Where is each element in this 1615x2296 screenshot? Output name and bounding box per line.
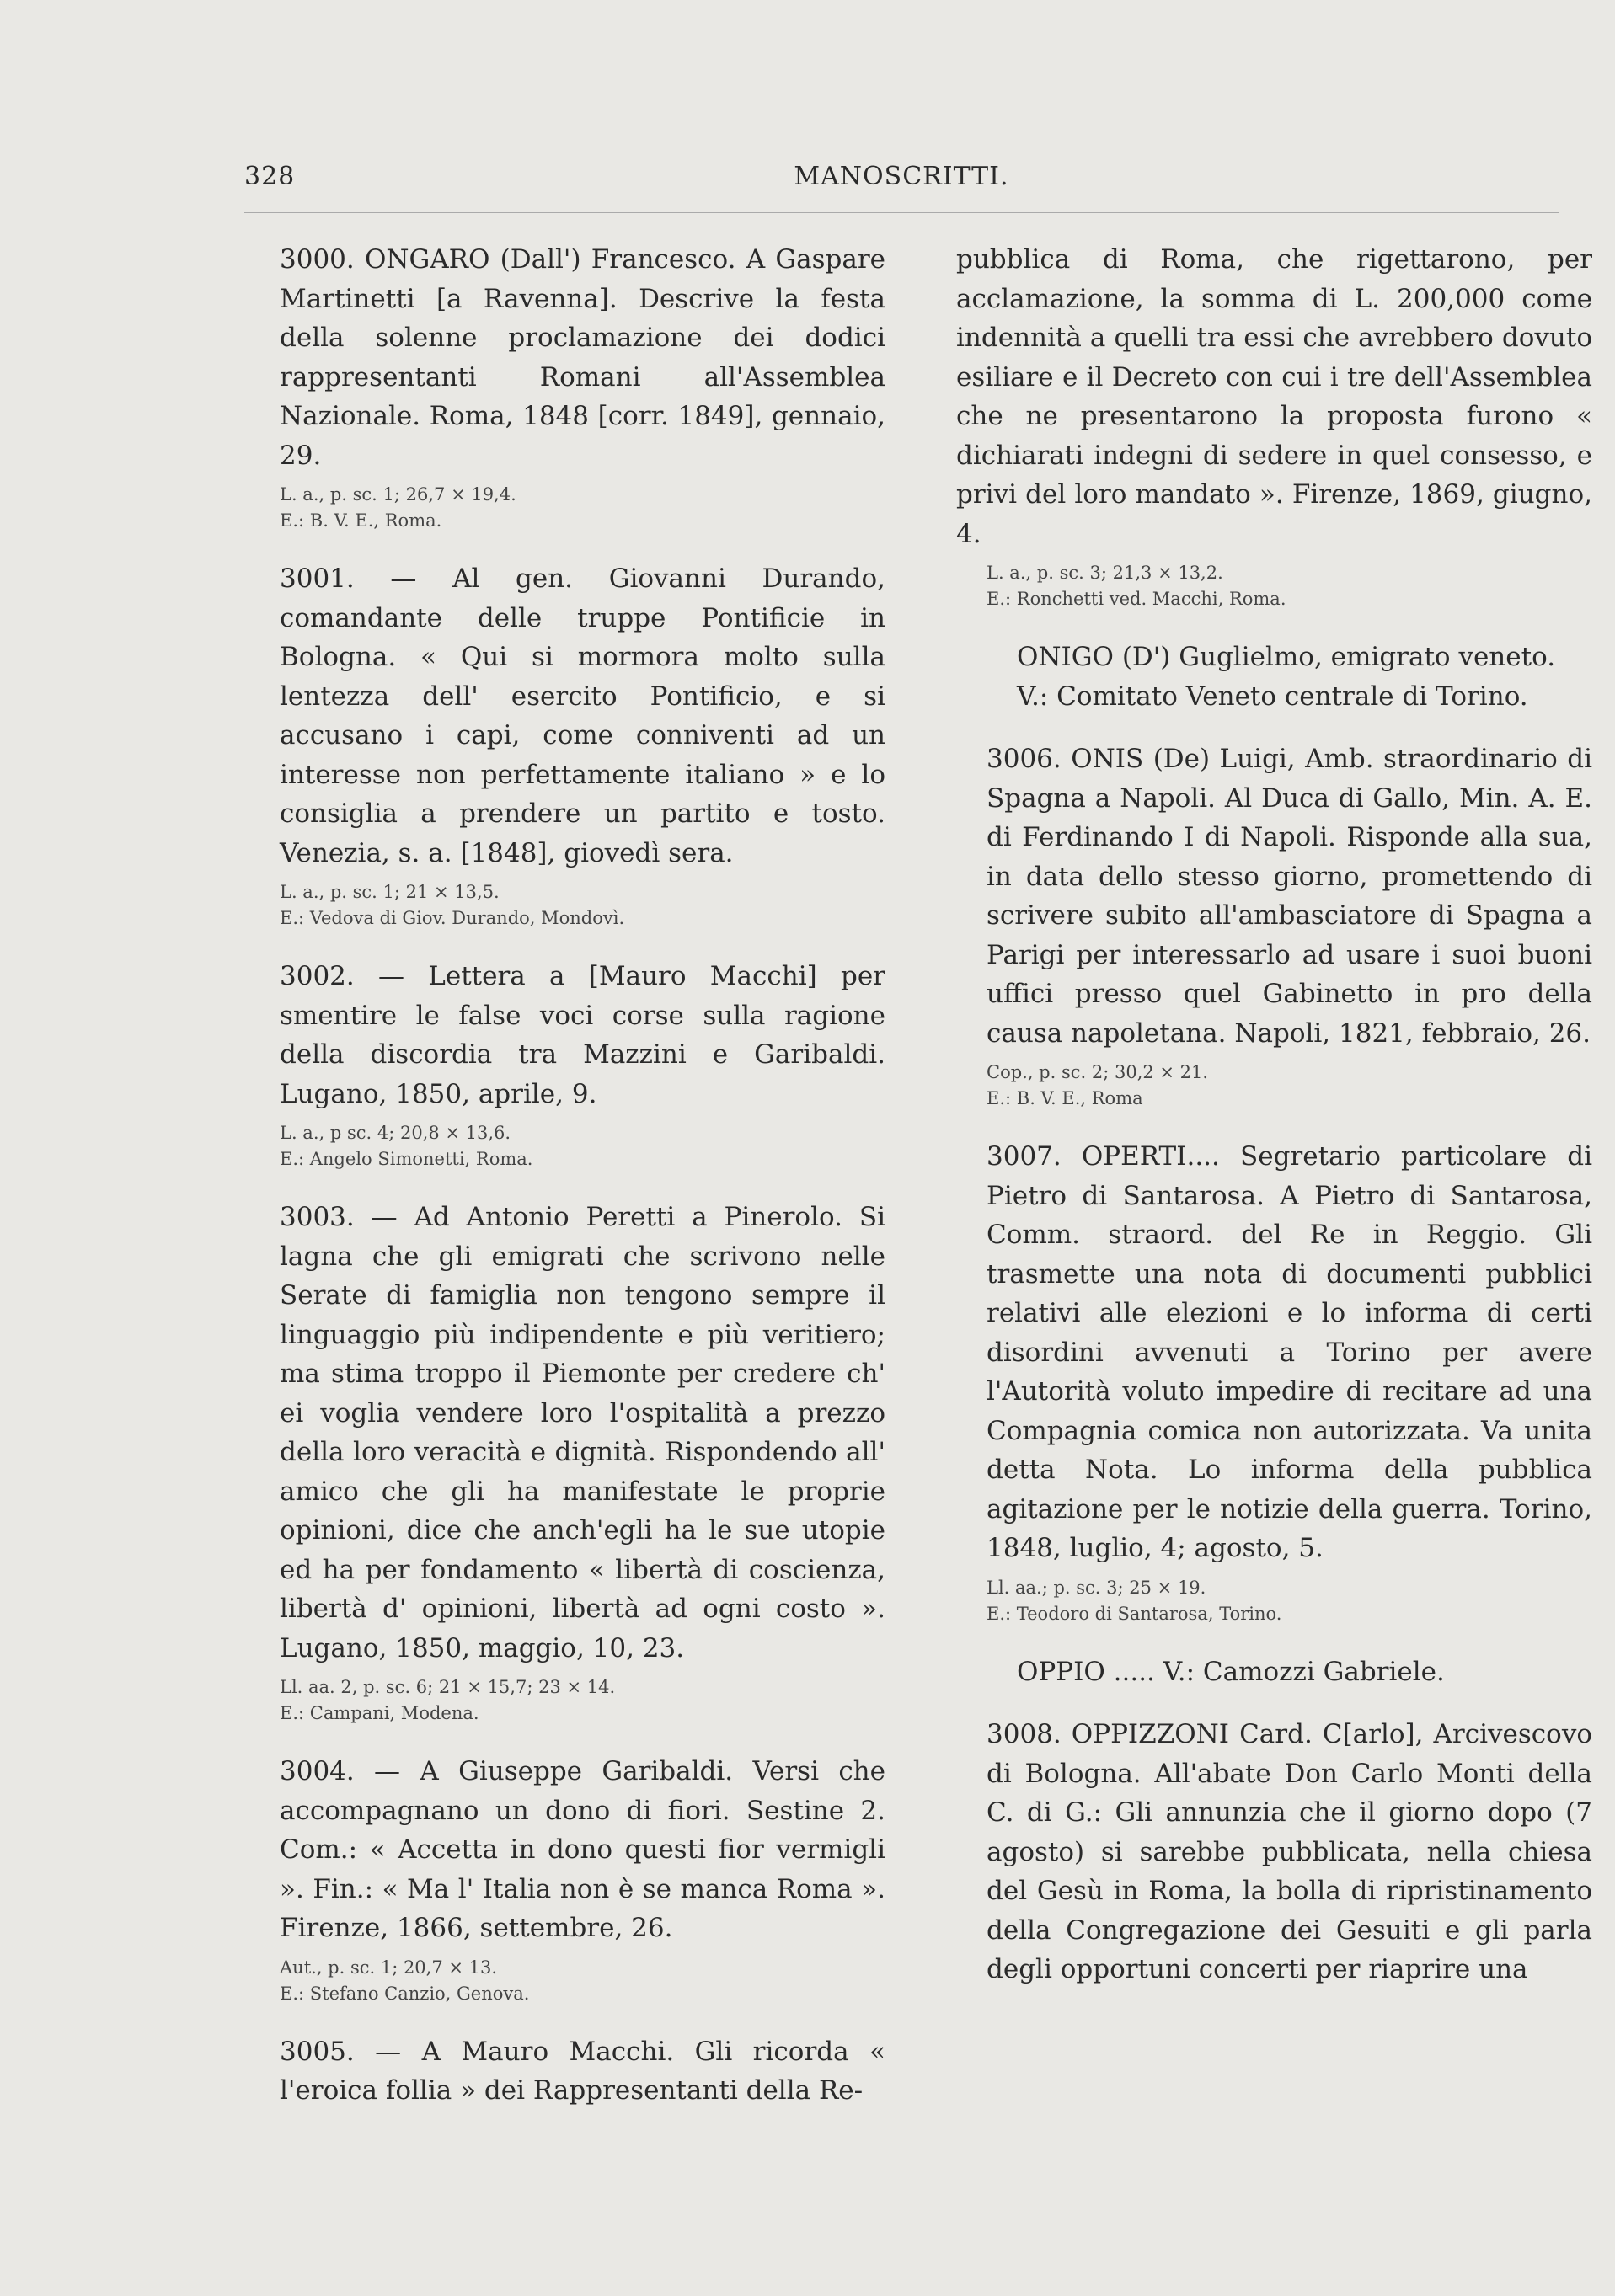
- entry-3005-continued: [956, 240, 1592, 612]
- entry-3006: [956, 740, 1592, 1112]
- cross-reference-onigo: ONIGO (D') Guglielmo, emigrato veneto. V.: Comitato Veneto centrale di Torino.: [1017, 642, 1556, 712]
- entry-text: 3005. — A Mauro Macchi. Gli ricorda « l'eroica follia » dei Rappresentanti della Re-: [280, 2036, 885, 2106]
- entry-3002: [249, 957, 885, 1172]
- entry-text: 3008. OPPIZZONI Card. C[arlo], Arcivescovo di Bologna. All'abate Don Carlo Monti della C. di G.: Gli annunzia che il giorno dopo (7 agosto) si sarebbe pubblicata, nella chiesa del Gesù in Roma, la bolla di ripristinamento della Congregazione dei Gesuiti e gli parla degli opportuni concerti per riaprire una: [987, 1719, 1592, 1984]
- entry-citation: L. a., p sc. 4; 20,8 × 13,6.: [280, 1123, 511, 1143]
- page-header: [244, 162, 1559, 199]
- entry-text: 3002. — Lettera a [Mauro Macchi] per smentire le false voci corse sulla ragione della discordia tra Mazzini e Garibaldi. Lugano, 1850, aprile, 9.: [280, 961, 885, 1109]
- right-column: [956, 240, 1592, 2015]
- entry-3003: [249, 1198, 885, 1727]
- entry-citation: L. a., p. sc. 1; 26,7 × 19,4.: [280, 484, 516, 505]
- entry-text: 3003. — Ad Antonio Peretti a Pinerolo. Si lagna che gli emigrati che scrivono nelle Serate di famiglia non tengono sempre il linguaggio più indipendente e più veritiero; ma stima troppo il Piemonte per credere ch' ei voglia vendere loro l'ospitalità a prezzo della loro veracità e dignità. Rispondendo all' amico che gli ha manifestate le proprie opinioni, dice che anch'egli ha le sue utopie ed ha per fondamento « libertà di coscienza, libertà d' opinioni, libertà ad ogni costo ». Lugano, 1850, maggio, 10, 23.: [280, 1202, 885, 1663]
- entry-location: E.: Campani, Modena.: [280, 1703, 479, 1723]
- page-number: 328: [244, 162, 296, 191]
- entry-location: E.: B. V. E., Roma: [987, 1088, 1143, 1108]
- entry-citation: Ll. aa. 2, p. sc. 6; 21 × 15,7; 23 × 14.: [280, 1677, 616, 1697]
- entry-text: 3006. ONIS (De) Luigi, Amb. straordinario di Spagna a Napoli. Al Duca di Gallo, Min. A. E. di Ferdinando I di Napoli. Risponde alla sua, in data dello stesso giorno, promettendo di scrivere subito all'ambasciatore di Spagna a Parigi per interessarlo ad usare i suoi buoni uffici presso quel Gabinetto in pro della causa napoletana. Napoli, 1821, febbraio, 26.: [987, 744, 1592, 1049]
- entry-text: 3000. ONGARO (Dall') Francesco. A Gaspare Martinetti [a Ravenna]. Descrive la festa della solenne proclamazione dei dodici rappresentanti Romani all'Assemblea Nazionale. Roma, 1848 [corr. 1849], gennaio, 29.: [280, 244, 885, 471]
- entry-location: E.: Teodoro di Santarosa, Torino.: [987, 1603, 1282, 1624]
- entry-text: 3004. — A Giuseppe Garibaldi. Versi che accompagnano un dono di fiori. Sestine 2. Com.: « Accetta in dono questi fior vermigli ». Fin.: « Ma l' Italia non è se manca Roma ». Firenze, 1866, settembre, 26.: [280, 1756, 885, 1943]
- entry-location: E.: Ronchetti ved. Macchi, Roma.: [987, 589, 1286, 609]
- header-rule: [244, 212, 1559, 213]
- entry-citation: Ll. aa.; p. sc. 3; 25 × 19.: [987, 1577, 1206, 1598]
- entry-location: E.: B. V. E., Roma.: [280, 510, 442, 531]
- entry-citation: Cop., p. sc. 2; 30,2 × 21.: [987, 1062, 1209, 1082]
- entry-location: E.: Vedova di Giov. Durando, Mondovì.: [280, 908, 625, 928]
- entry-3001: [249, 559, 885, 932]
- entry-text: 3001. — Al gen. Giovanni Durando, comandante delle truppe Pontificie in Bologna. « Qui si mormora molto sulla lentezza dell' esercito Pontificio, e si accusano i capi, come conniventi ad un interesse non perfettamente italiano » e lo consiglia a prendere un partito e tosto. Venezia, s. a. [1848], giovedì sera.: [280, 563, 885, 868]
- entry-3005: [249, 2032, 885, 2111]
- entry-3008: [956, 1715, 1592, 1989]
- entry-citation: L. a., p. sc. 1; 21 × 13,5.: [280, 882, 500, 902]
- entry-3004: [249, 1752, 885, 2007]
- entry-3000: [249, 240, 885, 534]
- running-title: MANOSCRITTI.: [794, 162, 1009, 191]
- entry-location: E.: Stefano Canzio, Genova.: [280, 1983, 530, 2004]
- entry-text: pubblica di Roma, che rigettarono, per acclamazione, la somma di L. 200,000 come indennità a quelli tra essi che avrebbero dovuto esiliare e il Decreto con cui i tre dell'Assemblea che ne presentarono la proposta furono « dichiarati indegni di sedere in quel consesso, e privi del loro mandato ». Firenze, 1869, giugno, 4.: [956, 244, 1592, 549]
- cross-reference-oppio: OPPIO ..... V.: Camozzi Gabriele.: [1017, 1656, 1445, 1687]
- entry-3007: [956, 1137, 1592, 1627]
- entry-citation: L. a., p. sc. 3; 21,3 × 13,2.: [987, 563, 1223, 583]
- entry-text: 3007. OPERTI.... Segretario particolare di Pietro di Santarosa. A Pietro di Santarosa, Comm. straord. del Re in Reggio. Gli trasmette una nota di documenti pubblici relativi alle elezioni e lo informa di certi disordini avvenuti a Torino per avere l'Autorità voluto impedire di recitare ad una Compagnia comica non autorizzata. Va unita detta Nota. Lo informa della pubblica agitazione per le notizie della guerra. Torino, 1848, luglio, 4; agosto, 5.: [987, 1141, 1592, 1563]
- entry-citation: Aut., p. sc. 1; 20,7 × 13.: [280, 1957, 498, 1978]
- left-column: [249, 240, 885, 2136]
- entry-location: E.: Angelo Simonetti, Roma.: [280, 1149, 533, 1169]
